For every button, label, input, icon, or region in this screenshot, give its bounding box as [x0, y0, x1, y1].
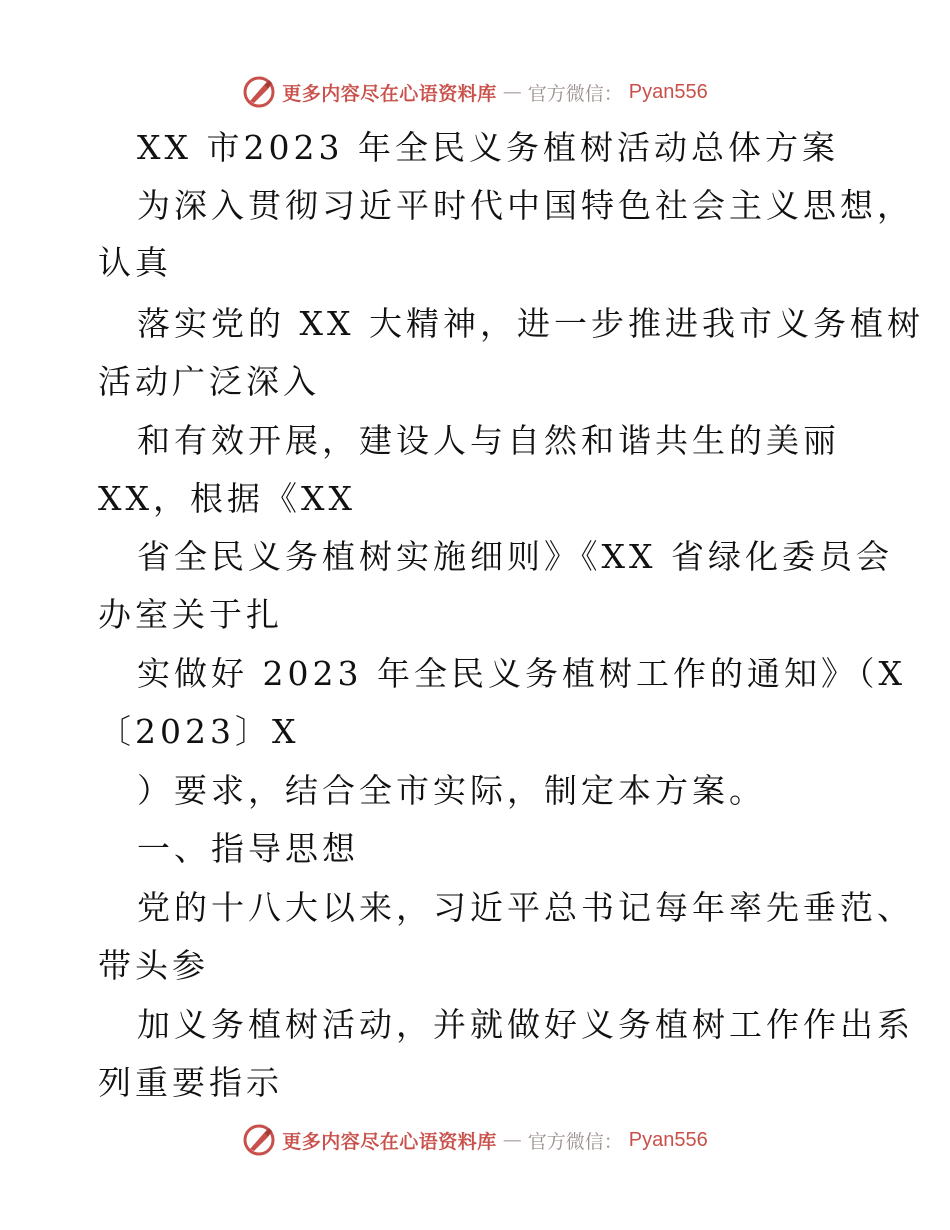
watermark-separator: —	[502, 81, 522, 103]
section-heading: 一、指导思想	[137, 829, 359, 868]
paragraph-line: XX，根据《XX	[98, 479, 356, 518]
paragraph-line: 党的十八大以来，习近平总书记每年率先垂范、	[137, 888, 914, 927]
watermark-separator: —	[502, 1129, 522, 1151]
paragraph-line: 省全民义务植树实施细则》《XX 省绿化委员会	[137, 537, 893, 576]
paragraph-line: 为深入贯彻习近平时代中国特色社会主义思想，	[137, 186, 914, 225]
paragraph-line: 落实党的 XX 大精神，进一步推进我市义务植树	[137, 304, 924, 343]
watermark-official-label: 官方微信：	[527, 82, 623, 105]
header-watermark	[0, 72, 950, 112]
paragraph-line: 带头参	[98, 946, 209, 985]
watermark-text: 更多内容尽在心语资料库	[282, 82, 497, 105]
paragraph-line: ）要求，结合全市实际，制定本方案。	[137, 771, 766, 810]
watermark-text: 更多内容尽在心语资料库	[282, 1130, 497, 1153]
paragraph-line: 〔2023〕X	[98, 712, 300, 751]
paragraph-line: 认真	[98, 243, 172, 282]
paragraph-line: 活动广泛深入	[98, 362, 320, 401]
paragraph-line: 实做好 2023 年全民义务植树工作的通知》（X	[137, 654, 906, 693]
watermark-wechat-id: Pyan556	[628, 80, 708, 103]
watermark-wechat-id: Pyan556	[628, 1128, 708, 1151]
document-title: XX 市2023 年全民义务植树活动总体方案	[137, 128, 839, 167]
paragraph-line: 列重要指示	[98, 1063, 283, 1102]
footer-watermark	[0, 1120, 950, 1160]
paragraph-line: 办室关于扎	[98, 595, 283, 634]
paragraph-line: 和有效开展，建设人与自然和谐共生的美丽	[137, 421, 840, 460]
pen-logo-icon	[242, 1123, 276, 1157]
pen-logo-icon	[242, 75, 276, 109]
watermark-official-label: 官方微信：	[527, 1130, 623, 1153]
paragraph-line: 加义务植树活动，并就做好义务植树工作作出系	[137, 1005, 914, 1044]
